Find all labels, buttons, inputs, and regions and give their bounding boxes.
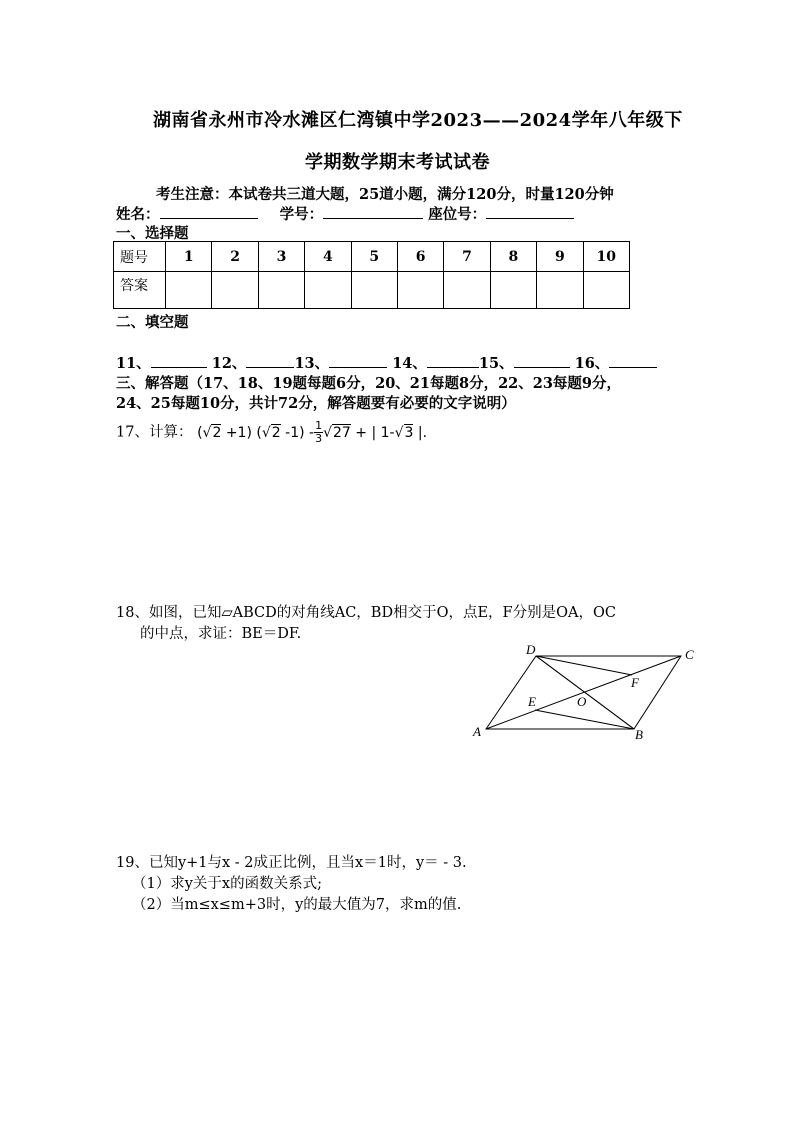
- label-o: O: [577, 694, 587, 709]
- exam-notice: 考生注意：本试卷共三道大题，25道小题，满分120分，时量120分钟: [156, 186, 614, 203]
- segment-be: [535, 710, 634, 729]
- col-5: 5: [351, 242, 397, 272]
- blank-label-16: 16、: [574, 355, 610, 372]
- blank-label-13: 13、: [294, 355, 330, 372]
- question-number-header: 题号: [114, 242, 166, 272]
- answer-cell[interactable]: [583, 272, 629, 309]
- fill-blank-row: [116, 352, 657, 373]
- segment-df: [536, 656, 632, 675]
- student-id-field[interactable]: [323, 204, 423, 219]
- q17-part: (: [197, 424, 203, 441]
- diagonal-ac: [486, 656, 681, 729]
- question-19-part-2: （2）当m≤x≤m+3时，y的最大值为7，求m的值.: [132, 897, 462, 913]
- q17-fraction: [314, 420, 323, 445]
- blank-label-12: 12、: [211, 355, 247, 372]
- q17-expression: (√2 +1) (√2 -1) - $\frac{1}{3}$ √27 + | 1-√3 |.: [197, 419, 428, 445]
- label-e: E: [528, 694, 536, 709]
- q17-sqrt-27: 27: [332, 424, 351, 441]
- col-3: 3: [258, 242, 304, 272]
- col-6: 6: [397, 242, 443, 272]
- answer-header: 答案: [114, 272, 166, 309]
- col-9: 9: [537, 242, 583, 272]
- title-line-2: 学期数学期末考试试卷: [305, 152, 490, 173]
- blank-label-15: 15、: [478, 355, 514, 372]
- name-field[interactable]: [160, 204, 258, 219]
- answer-cell[interactable]: [258, 272, 304, 309]
- segment-de: [536, 656, 634, 729]
- blank-16[interactable]: [609, 353, 657, 368]
- q17-part: -1) -: [280, 424, 315, 441]
- answer-table-header-row: [114, 242, 630, 272]
- section3-title-line-1: 三、解答题（17、18、19题每题6分，20、21每题8分，22、23每题9分，: [116, 375, 622, 392]
- col-10: 10: [583, 242, 629, 272]
- answer-cell[interactable]: [212, 272, 258, 309]
- col-2: 2: [212, 242, 258, 272]
- col-7: 7: [444, 242, 490, 272]
- q17-part: +1) (: [221, 424, 262, 441]
- name-label: 姓名：: [116, 206, 160, 223]
- label-b: B: [635, 727, 643, 742]
- answer-cell[interactable]: [537, 272, 583, 309]
- q17-label: 17、计算：: [116, 424, 193, 441]
- section2-title: 二、填空题: [116, 314, 189, 331]
- seat-field[interactable]: [486, 204, 574, 219]
- q17-fraction-numerator: 1: [315, 419, 323, 432]
- section3-title-line-2: 24、25每题10分，共计72分，解答题要有必要的文字说明）: [116, 395, 516, 412]
- answer-cell[interactable]: [397, 272, 443, 309]
- answer-cell[interactable]: [305, 272, 351, 309]
- q17-sqrt-3: 3: [404, 424, 414, 441]
- blank-label-14: 14、: [392, 355, 427, 372]
- answer-cell[interactable]: [351, 272, 397, 309]
- blank-13[interactable]: [329, 353, 387, 368]
- answer-cell[interactable]: [490, 272, 536, 309]
- col-1: 1: [166, 242, 212, 272]
- blank-label-11: 11、: [116, 355, 151, 372]
- parallelogram-figure: [470, 640, 700, 745]
- answer-table-answer-row: [114, 272, 630, 309]
- label-a: A: [473, 724, 481, 739]
- question-17: [116, 420, 427, 445]
- blank-11[interactable]: [151, 353, 207, 368]
- question-18-line-2: 的中点，求证：BE＝DF.: [140, 626, 302, 642]
- section1-title: 一、选择题: [116, 225, 189, 242]
- student-info-row: [116, 203, 574, 224]
- q17-part: + | 1-: [350, 424, 395, 441]
- title-line-1: 湖南省永州市冷水滩区仁湾镇中学2023——2024学年八年级下: [153, 110, 683, 131]
- q17-sqrt-2: 2: [212, 424, 222, 441]
- question-19-part-1: （1）求y关于x的函数关系式;: [132, 876, 322, 892]
- blank-12[interactable]: [246, 353, 294, 368]
- answer-cell[interactable]: [166, 272, 212, 309]
- label-f: F: [631, 675, 639, 690]
- question-19-line-1: 19、已知y+1与x - 2成正比例，且当x＝1时，y＝ - 3.: [116, 855, 467, 871]
- question-18-line-1: 18、如图，已知▱ABCD的对角线AC，BD相交于O，点E，F分别是OA，OC: [116, 605, 616, 621]
- seat-label: 座位号：: [428, 206, 487, 223]
- q17-part: |.: [413, 424, 428, 441]
- blank-14[interactable]: [427, 353, 479, 368]
- student-id-label: 学号：: [279, 206, 324, 223]
- answer-cell[interactable]: [444, 272, 490, 309]
- blank-15[interactable]: [514, 353, 570, 368]
- answer-table: [113, 241, 630, 309]
- col-8: 8: [490, 242, 536, 272]
- label-d: D: [526, 642, 536, 657]
- col-4: 4: [305, 242, 351, 272]
- q17-sqrt-2: 2: [271, 424, 281, 441]
- label-c: C: [685, 647, 694, 662]
- q17-fraction-denominator: 3: [315, 432, 323, 445]
